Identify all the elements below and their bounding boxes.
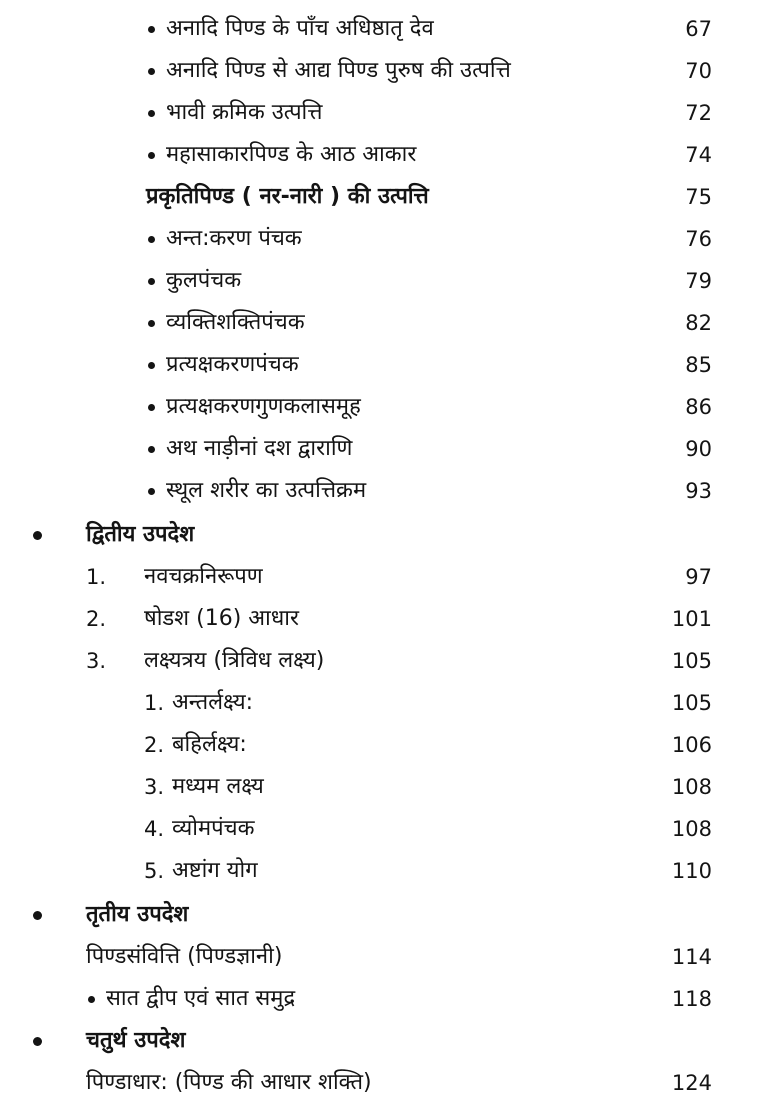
page-number: 114 (671, 945, 712, 969)
entry-title: अनादि पिण्ड के पाँच अधिष्ठातृ देव (166, 16, 434, 41)
entry-title: भावी क्रमिक उत्पत्ति (166, 100, 323, 125)
entry-title: अनादि पिण्ड से आद्य पिण्ड पुरुष की उत्पत्ति (166, 58, 511, 83)
page-number: 93 (685, 479, 712, 503)
toc-entry (0, 808, 780, 850)
bullet-icon (148, 68, 155, 75)
toc-entry (0, 218, 780, 260)
toc-entry (0, 470, 780, 512)
entry-number: 2. (86, 607, 107, 631)
toc-entry (0, 428, 780, 470)
page-number: 105 (671, 649, 712, 673)
toc-entry (0, 556, 780, 598)
page-number: 90 (685, 437, 712, 461)
entry-number: 3. (144, 775, 165, 799)
toc-section-heading (0, 1020, 780, 1062)
bullet-icon (148, 320, 155, 327)
entry-number: 4. (144, 817, 165, 841)
toc-entry (0, 344, 780, 386)
entry-title: बहिर्लक्ष्य: (172, 732, 247, 757)
entry-title: सात द्वीप एवं सात समुद्र (106, 986, 296, 1011)
entry-title: अथ नाड़ीनां दश द्वाराणि (166, 436, 353, 461)
entry-title: अन्तर्लक्ष्य: (172, 690, 254, 715)
section-title: चतुर्थ उपदेश (86, 1028, 186, 1053)
toc-entry (0, 640, 780, 682)
entry-number: 3. (86, 649, 107, 673)
entry-title: नवचक्रनिरूपण (144, 564, 263, 589)
entry-title: षोडश (16) आधार (144, 606, 300, 631)
entry-title: मध्यम लक्ष्य (172, 774, 264, 799)
entry-title: स्थूल शरीर का उत्पत्तिक्रम (166, 478, 367, 503)
page-number: 76 (685, 227, 712, 251)
bullet-icon (88, 996, 95, 1003)
page-number: 75 (685, 185, 712, 209)
page-number: 110 (671, 859, 712, 883)
entry-title: प्रत्यक्षकरणगुणकलासमूह (166, 394, 361, 419)
page-number: 106 (671, 733, 712, 757)
toc-entry (0, 936, 780, 978)
toc-section-heading (0, 514, 780, 556)
bullet-icon (148, 362, 155, 369)
page-number: 108 (671, 817, 712, 841)
toc-entry (0, 386, 780, 428)
page-number: 105 (671, 691, 712, 715)
entry-title: व्योमपंचक (172, 816, 255, 841)
bullet-icon (148, 446, 155, 453)
bullet-icon (148, 404, 155, 411)
toc-entry (0, 724, 780, 766)
page-number: 70 (685, 59, 712, 83)
page-number: 74 (685, 143, 712, 167)
toc-entry (0, 682, 780, 724)
entry-title: लक्ष्यत्रय (त्रिविध लक्ष्य) (144, 648, 325, 673)
entry-title: प्रत्यक्षकरणपंचक (166, 352, 299, 377)
page-number: 101 (671, 607, 712, 631)
entry-title: अष्टांग योग (172, 858, 258, 883)
entry-number: 1. (144, 691, 165, 715)
page-number: 72 (685, 101, 712, 125)
entry-title: कुलपंचक (166, 268, 242, 293)
toc-entry (0, 8, 780, 50)
toc-entry (0, 50, 780, 92)
toc-entry (0, 302, 780, 344)
toc-entry (0, 978, 780, 1020)
page-number: 86 (685, 395, 712, 419)
section-title: तृतीय उपदेश (86, 902, 189, 927)
toc-entry (0, 850, 780, 892)
bullet-icon (148, 488, 155, 495)
page-number: 108 (671, 775, 712, 799)
bullet-icon (33, 1037, 42, 1046)
page-number: 67 (685, 17, 712, 41)
toc-subheading (0, 176, 780, 218)
section-title: द्वितीय उपदेश (86, 522, 195, 547)
toc-entry (0, 260, 780, 302)
page-number: 82 (685, 311, 712, 335)
toc-entry (0, 766, 780, 808)
page-number: 85 (685, 353, 712, 377)
page-number: 124 (671, 1071, 712, 1095)
toc-entry (0, 598, 780, 640)
bullet-icon (148, 236, 155, 243)
page-number: 118 (671, 987, 712, 1011)
bullet-icon (148, 278, 155, 285)
toc-section-heading (0, 894, 780, 936)
bullet-icon (148, 110, 155, 117)
toc-entry (0, 134, 780, 176)
toc-entry (0, 1062, 780, 1104)
bullet-icon (33, 531, 42, 540)
entry-title: महासाकारपिण्ड के आठ आकार (166, 142, 417, 167)
entry-number: 5. (144, 859, 165, 883)
entry-title: प्रकृतिपिण्ड ( नर-नारी ) की उत्पत्ति (146, 184, 429, 209)
page-number: 79 (685, 269, 712, 293)
entry-title: अन्त:करण पंचक (166, 226, 302, 251)
bullet-icon (148, 152, 155, 159)
entry-title: पिण्डाधार: (पिण्ड की आधार शक्ति) (86, 1070, 372, 1095)
entry-number: 1. (86, 565, 107, 589)
entry-title: पिण्डसंवित्ति (पिण्डज्ञानी) (86, 944, 283, 969)
toc-entry (0, 92, 780, 134)
bullet-icon (148, 26, 155, 33)
bullet-icon (33, 911, 42, 920)
page-number: 97 (685, 565, 712, 589)
entry-title: व्यक्तिशक्तिपंचक (166, 310, 305, 335)
entry-number: 2. (144, 733, 165, 757)
